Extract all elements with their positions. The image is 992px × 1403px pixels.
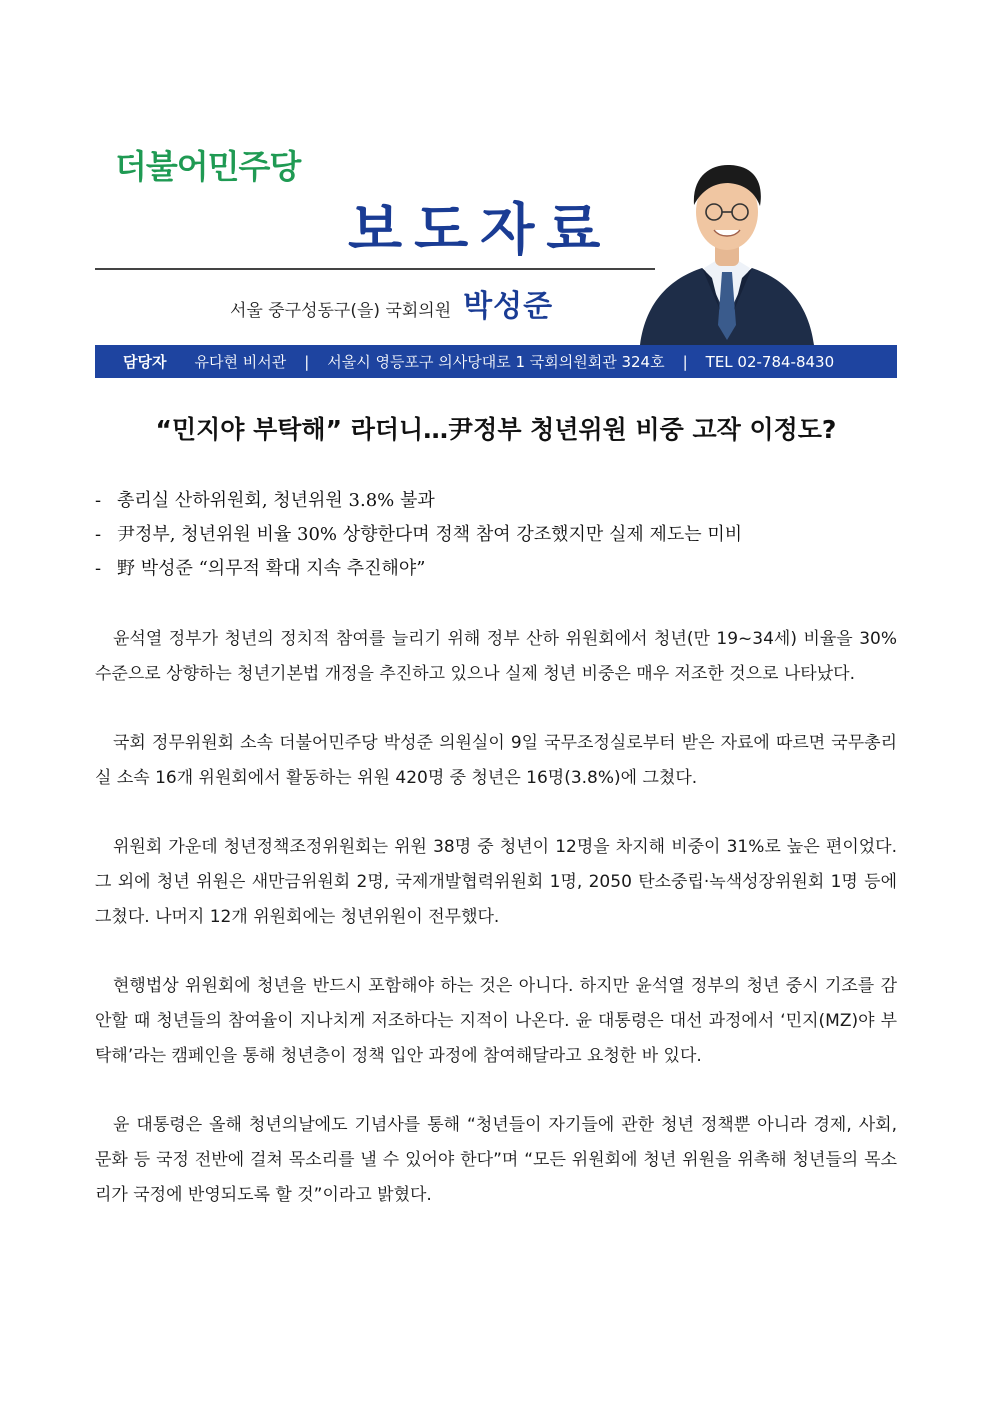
body-paragraph: 국회 정무위원회 소속 더불어민주당 박성준 의원실이 9일 국무조정실로부터 받은 자료에 따르면 국무총리실 소속 16개 위원회에서 활동하는 위원 420명 중 청년은 16명(3.8%)에 그쳤다. [95, 733, 897, 788]
body-paragraph: 윤 대통령은 올해 청년의날에도 기념사를 통해 “청년들이 자기들에 관한 청년 정책뿐 아니라 경제, 사회, 문화 등 국정 전반에 걸쳐 목소리를 낼 수 있어야 한다”며 “모든 위원회에 청년 위원을 위촉해 청년들의 목소리가 국정에 반영되도록 할 것”이라고 밝혔다. [95, 1115, 897, 1205]
contact-bar [95, 345, 897, 378]
summary-bullet [95, 518, 895, 552]
body-paragraph: 현행법상 위원회에 청년을 반드시 포함해야 하는 것은 아니다. 하지만 윤석열 정부의 청년 중시 기조를 감안할 때 청년들의 참여율이 지나치게 저조하다는 지적이 나온다. 윤 대통령은 대선 과정에서 ‘민지(MZ)야 부탁해’라는 캠페인을 통해 청년층이 정책 입안 과정에 참여해달라고 요청한 바 있다. [95, 976, 897, 1066]
body-paragraph: 위원회 가운데 청년정책조정위원회는 위원 38명 중 청년이 12명을 차지해 비중이 31%로 높은 편이었다. 그 외에 청년 위원은 새만금위원회 2명, 국제개발협력위원회 1명, 2050 탄소중립·녹색성장위원회 1명 등에 그쳤다. 나머지 12개 위원회에는 청년위원이 전무했다. [95, 837, 897, 927]
member-name: 박성준 [463, 289, 554, 324]
summary-bullet [95, 484, 895, 518]
article-body [95, 622, 897, 1247]
bullet-text: 野 박성준 “의무적 확대 지속 추진해야” [117, 558, 426, 579]
bullet-dash: - [95, 558, 102, 579]
contact-address: 서울시 영등포구 의사당대로 1 국회의원회관 324호 [327, 353, 665, 371]
member-district: 서울 중구성동구(을) 국회의원 [230, 301, 452, 321]
party-logo: 더불어민주당 [115, 147, 301, 186]
headline: “민지야 부탁해” 라더니…尹정부 청년위원 비중 고작 이정도? [155, 415, 837, 444]
contact-phone: TEL 02-784-8430 [705, 352, 835, 371]
bullet-dash: - [95, 490, 102, 511]
bullet-dash: - [95, 524, 102, 545]
summary-bullets [95, 484, 895, 586]
press-release-title: 보도자료 [348, 198, 613, 263]
bullet-text: 尹정부, 청년위원 비율 30% 상향한다며 정책 참여 강조했지만 실제 제도는 미비 [117, 524, 743, 545]
member-portrait-image [632, 150, 822, 345]
summary-bullet [95, 552, 895, 586]
contact-staff: 유다현 비서관 [194, 353, 287, 371]
member-info [230, 281, 553, 325]
contact-label: 담당자 [123, 353, 167, 371]
contact-separator: | [304, 352, 310, 371]
header-divider [95, 268, 655, 270]
body-paragraph: 윤석열 정부가 청년의 정치적 참여를 늘리기 위해 정부 산하 위원회에서 청년(만 19~34세) 비율을 30% 수준으로 상향하는 청년기본법 개정을 추진하고 있으나 실제 청년 비중은 매우 저조한 것으로 나타났다. [95, 629, 897, 684]
contact-separator: | [682, 352, 688, 371]
bullet-text: 총리실 산하위원회, 청년위원 3.8% 불과 [117, 490, 435, 511]
